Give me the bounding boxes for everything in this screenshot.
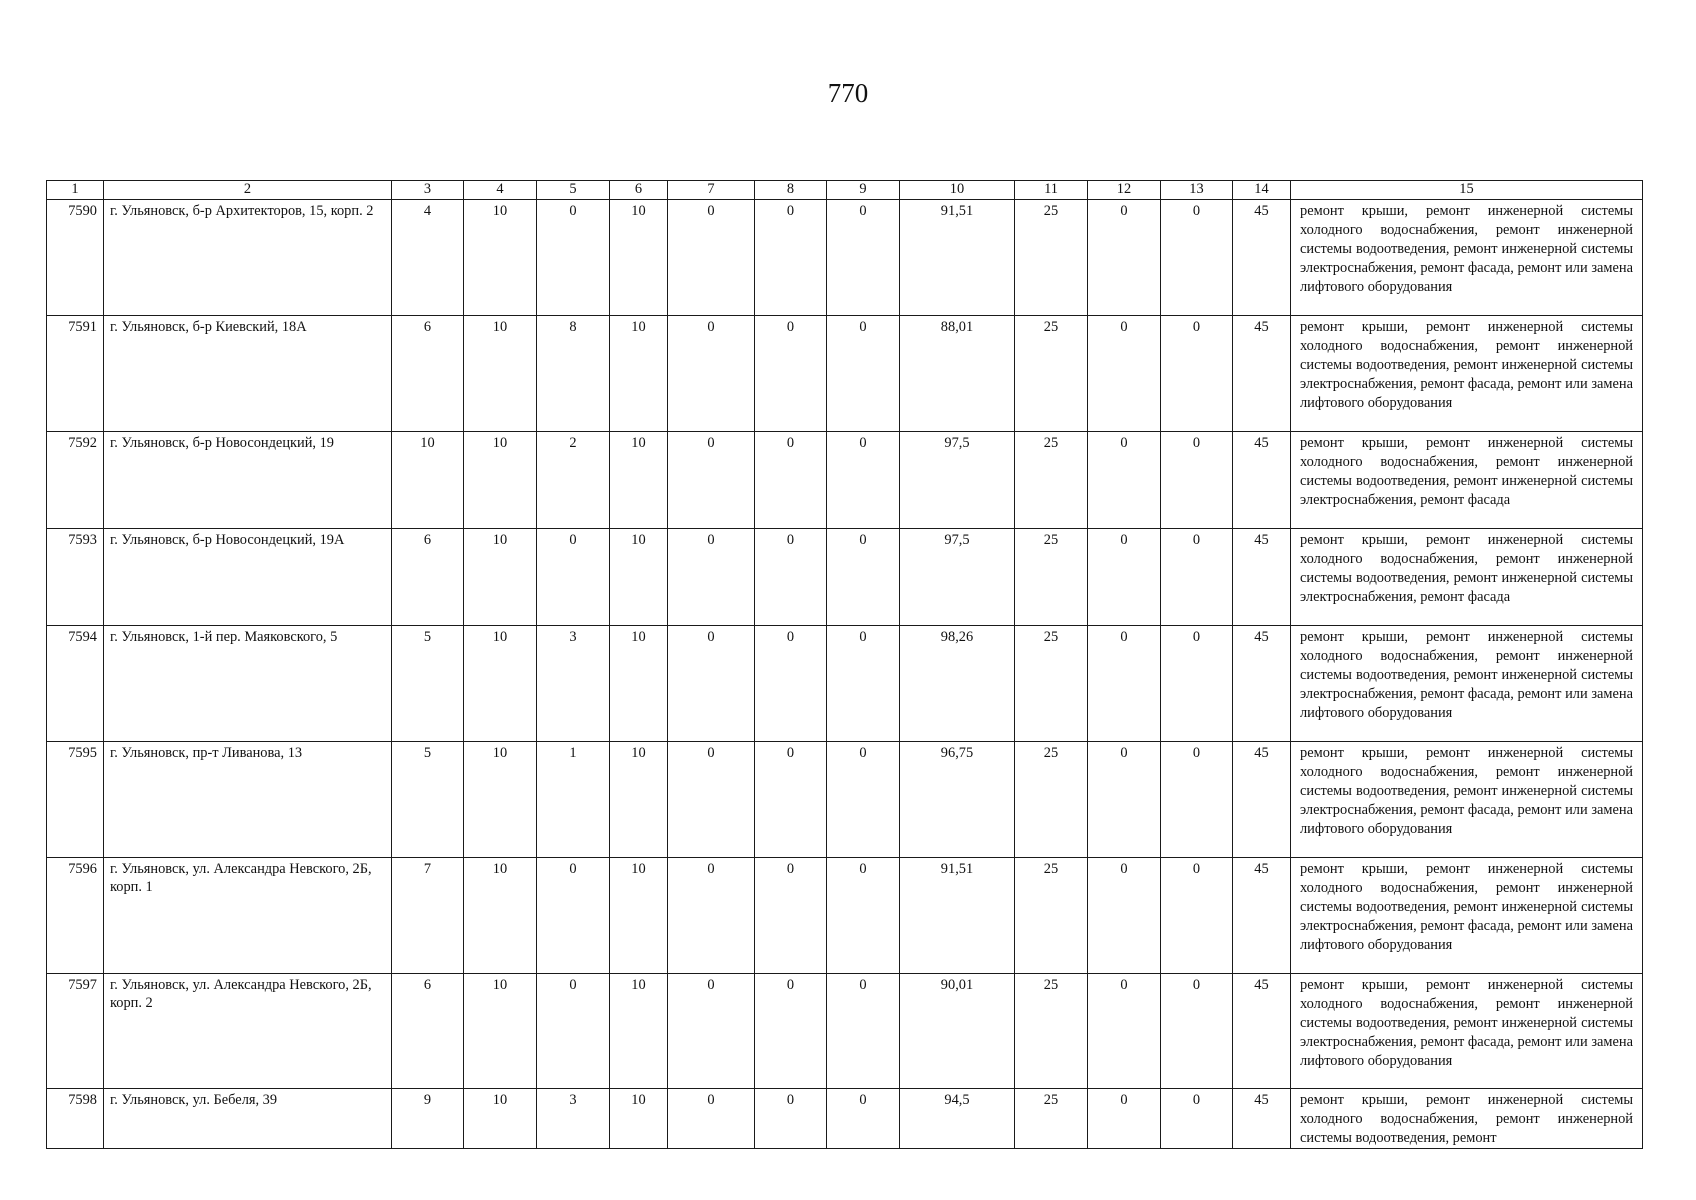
value-cell: 10 xyxy=(610,1089,668,1149)
address-cell: г. Ульяновск, ул. Бебеля, 39 xyxy=(104,1089,392,1149)
row-number-cell: 7597 xyxy=(47,974,104,1089)
value-cell: 0 xyxy=(1161,529,1233,626)
value-cell: 45 xyxy=(1233,529,1291,626)
value-cell: 0 xyxy=(1088,1089,1161,1149)
value-cell: 8 xyxy=(537,316,610,432)
address-cell: г. Ульяновск, ул. Александра Невского, 2Б, корп. 2 xyxy=(104,974,392,1089)
value-cell: 0 xyxy=(668,1089,755,1149)
address-cell: г. Ульяновск, б-р Новосондецкий, 19А xyxy=(104,529,392,626)
row-number-cell: 7594 xyxy=(47,626,104,742)
value-cell: 0 xyxy=(1088,626,1161,742)
works-cell: ремонт крыши, ремонт инженерной системы холодного водоснабжения, ремонт инженерной системы водоотведения, ремонт инженерной системы электроснабжения, ремонт фасада xyxy=(1291,432,1643,529)
value-cell: 6 xyxy=(392,316,464,432)
value-cell: 10 xyxy=(464,858,537,974)
value-cell: 0 xyxy=(668,529,755,626)
column-number: 10 xyxy=(900,181,1015,200)
value-cell: 0 xyxy=(537,974,610,1089)
value-cell: 0 xyxy=(537,529,610,626)
value-cell: 25 xyxy=(1015,858,1088,974)
value-cell: 45 xyxy=(1233,316,1291,432)
works-cell: ремонт крыши, ремонт инженерной системы холодного водоснабжения, ремонт инженерной системы водоотведения, ремонт инженерной системы электроснабжения, ремонт фасада, ремонт или замена лифтового оборудования xyxy=(1291,626,1643,742)
value-cell: 0 xyxy=(1161,626,1233,742)
column-number: 15 xyxy=(1291,181,1643,200)
value-cell: 0 xyxy=(1088,200,1161,316)
register-table xyxy=(46,180,1643,1149)
value-cell: 0 xyxy=(1161,974,1233,1089)
column-number: 5 xyxy=(537,181,610,200)
table-row xyxy=(47,316,1643,432)
value-cell: 45 xyxy=(1233,200,1291,316)
value-cell: 0 xyxy=(755,200,827,316)
row-number-cell: 7593 xyxy=(47,529,104,626)
value-cell: 10 xyxy=(464,974,537,1089)
table-row xyxy=(47,1089,1643,1149)
value-cell: 94,5 xyxy=(900,1089,1015,1149)
address-cell: г. Ульяновск, ул. Александра Невского, 2Б, корп. 1 xyxy=(104,858,392,974)
value-cell: 0 xyxy=(668,626,755,742)
value-cell: 0 xyxy=(668,200,755,316)
row-number-cell: 7598 xyxy=(47,1089,104,1149)
column-number-row xyxy=(47,181,1643,200)
value-cell: 0 xyxy=(827,626,900,742)
table-row xyxy=(47,974,1643,1089)
column-number: 8 xyxy=(755,181,827,200)
value-cell: 10 xyxy=(610,742,668,858)
value-cell: 4 xyxy=(392,200,464,316)
value-cell: 0 xyxy=(755,529,827,626)
works-cell: ремонт крыши, ремонт инженерной системы холодного водоснабжения, ремонт инженерной системы водоотведения, ремонт инженерной системы электроснабжения, ремонт фасада, ремонт или замена лифтового оборудования xyxy=(1291,974,1643,1089)
value-cell: 96,75 xyxy=(900,742,1015,858)
value-cell: 0 xyxy=(827,858,900,974)
column-number: 12 xyxy=(1088,181,1161,200)
value-cell: 0 xyxy=(827,1089,900,1149)
value-cell: 0 xyxy=(827,432,900,529)
value-cell: 0 xyxy=(1161,1089,1233,1149)
column-number: 7 xyxy=(668,181,755,200)
value-cell: 10 xyxy=(464,529,537,626)
value-cell: 0 xyxy=(1088,432,1161,529)
value-cell: 0 xyxy=(1088,858,1161,974)
value-cell: 0 xyxy=(668,858,755,974)
value-cell: 0 xyxy=(668,432,755,529)
value-cell: 25 xyxy=(1015,974,1088,1089)
value-cell: 45 xyxy=(1233,858,1291,974)
value-cell: 0 xyxy=(668,316,755,432)
table-body xyxy=(47,181,1643,1149)
value-cell: 0 xyxy=(1161,742,1233,858)
value-cell: 10 xyxy=(464,626,537,742)
value-cell: 88,01 xyxy=(900,316,1015,432)
value-cell: 0 xyxy=(827,200,900,316)
value-cell: 25 xyxy=(1015,1089,1088,1149)
value-cell: 0 xyxy=(1161,200,1233,316)
value-cell: 0 xyxy=(668,974,755,1089)
value-cell: 25 xyxy=(1015,432,1088,529)
value-cell: 10 xyxy=(610,200,668,316)
value-cell: 25 xyxy=(1015,529,1088,626)
address-cell: г. Ульяновск, пр-т Ливанова, 13 xyxy=(104,742,392,858)
table-row xyxy=(47,200,1643,316)
value-cell: 10 xyxy=(610,626,668,742)
table-row xyxy=(47,742,1643,858)
column-number: 4 xyxy=(464,181,537,200)
value-cell: 0 xyxy=(755,858,827,974)
works-cell: ремонт крыши, ремонт инженерной системы холодного водоснабжения, ремонт инженерной системы водоотведения, ремонт инженерной системы электроснабжения, ремонт фасада, ремонт или замена лифтового оборудования xyxy=(1291,316,1643,432)
value-cell: 10 xyxy=(464,1089,537,1149)
column-number: 11 xyxy=(1015,181,1088,200)
value-cell: 0 xyxy=(755,432,827,529)
column-number: 13 xyxy=(1161,181,1233,200)
value-cell: 10 xyxy=(464,742,537,858)
column-number: 1 xyxy=(47,181,104,200)
value-cell: 25 xyxy=(1015,626,1088,742)
column-number: 14 xyxy=(1233,181,1291,200)
value-cell: 3 xyxy=(537,626,610,742)
value-cell: 0 xyxy=(1088,316,1161,432)
value-cell: 45 xyxy=(1233,974,1291,1089)
value-cell: 10 xyxy=(610,858,668,974)
value-cell: 10 xyxy=(392,432,464,529)
table-row xyxy=(47,626,1643,742)
table-row xyxy=(47,529,1643,626)
value-cell: 0 xyxy=(537,858,610,974)
address-cell: г. Ульяновск, б-р Киевский, 18А xyxy=(104,316,392,432)
address-cell: г. Ульяновск, б-р Архитекторов, 15, корп. 2 xyxy=(104,200,392,316)
address-cell: г. Ульяновск, б-р Новосондецкий, 19 xyxy=(104,432,392,529)
value-cell: 9 xyxy=(392,1089,464,1149)
value-cell: 0 xyxy=(537,200,610,316)
value-cell: 0 xyxy=(827,316,900,432)
row-number-cell: 7595 xyxy=(47,742,104,858)
table-row xyxy=(47,858,1643,974)
value-cell: 10 xyxy=(464,200,537,316)
value-cell: 0 xyxy=(1161,432,1233,529)
works-cell: ремонт крыши, ремонт инженерной системы холодного водоснабжения, ремонт инженерной системы водоотведения, ремонт инженерной системы электроснабжения, ремонт фасада, ремонт или замена лифтового оборудования xyxy=(1291,200,1643,316)
value-cell: 45 xyxy=(1233,626,1291,742)
value-cell: 91,51 xyxy=(900,200,1015,316)
value-cell: 6 xyxy=(392,529,464,626)
value-cell: 0 xyxy=(755,316,827,432)
value-cell: 0 xyxy=(755,742,827,858)
works-cell: ремонт крыши, ремонт инженерной системы холодного водоснабжения, ремонт инженерной системы водоотведения, ремонт инженерной системы электроснабжения, ремонт фасада, ремонт или замена лифтового оборудования xyxy=(1291,742,1643,858)
works-cell: ремонт крыши, ремонт инженерной системы холодного водоснабжения, ремонт инженерной системы водоотведения, ремонт xyxy=(1291,1089,1643,1149)
value-cell: 0 xyxy=(755,1089,827,1149)
value-cell: 97,5 xyxy=(900,432,1015,529)
value-cell: 0 xyxy=(827,742,900,858)
value-cell: 0 xyxy=(827,974,900,1089)
value-cell: 25 xyxy=(1015,200,1088,316)
value-cell: 10 xyxy=(464,316,537,432)
value-cell: 0 xyxy=(1088,742,1161,858)
value-cell: 90,01 xyxy=(900,974,1015,1089)
value-cell: 0 xyxy=(668,742,755,858)
value-cell: 91,51 xyxy=(900,858,1015,974)
column-number: 2 xyxy=(104,181,392,200)
value-cell: 0 xyxy=(1161,316,1233,432)
value-cell: 0 xyxy=(827,529,900,626)
column-number: 3 xyxy=(392,181,464,200)
page-number: 770 xyxy=(827,78,869,108)
row-number-cell: 7591 xyxy=(47,316,104,432)
value-cell: 10 xyxy=(610,974,668,1089)
value-cell: 45 xyxy=(1233,432,1291,529)
works-cell: ремонт крыши, ремонт инженерной системы холодного водоснабжения, ремонт инженерной системы водоотведения, ремонт инженерной системы электроснабжения, ремонт фасада, ремонт или замена лифтового оборудования xyxy=(1291,858,1643,974)
column-number: 6 xyxy=(610,181,668,200)
value-cell: 98,26 xyxy=(900,626,1015,742)
value-cell: 6 xyxy=(392,974,464,1089)
value-cell: 0 xyxy=(755,974,827,1089)
value-cell: 5 xyxy=(392,742,464,858)
value-cell: 45 xyxy=(1233,742,1291,858)
value-cell: 97,5 xyxy=(900,529,1015,626)
column-number: 9 xyxy=(827,181,900,200)
value-cell: 1 xyxy=(537,742,610,858)
table-row xyxy=(47,432,1643,529)
value-cell: 2 xyxy=(537,432,610,529)
value-cell: 10 xyxy=(610,529,668,626)
value-cell: 10 xyxy=(610,432,668,529)
value-cell: 45 xyxy=(1233,1089,1291,1149)
row-number-cell: 7592 xyxy=(47,432,104,529)
value-cell: 25 xyxy=(1015,742,1088,858)
works-cell: ремонт крыши, ремонт инженерной системы холодного водоснабжения, ремонт инженерной системы водоотведения, ремонт инженерной системы электроснабжения, ремонт фасада xyxy=(1291,529,1643,626)
value-cell: 5 xyxy=(392,626,464,742)
value-cell: 0 xyxy=(1088,974,1161,1089)
value-cell: 7 xyxy=(392,858,464,974)
value-cell: 0 xyxy=(755,626,827,742)
value-cell: 10 xyxy=(610,316,668,432)
row-number-cell: 7590 xyxy=(47,200,104,316)
value-cell: 25 xyxy=(1015,316,1088,432)
value-cell: 0 xyxy=(1161,858,1233,974)
value-cell: 0 xyxy=(1088,529,1161,626)
address-cell: г. Ульяновск, 1-й пер. Маяковского, 5 xyxy=(104,626,392,742)
value-cell: 3 xyxy=(537,1089,610,1149)
value-cell: 10 xyxy=(464,432,537,529)
row-number-cell: 7596 xyxy=(47,858,104,974)
